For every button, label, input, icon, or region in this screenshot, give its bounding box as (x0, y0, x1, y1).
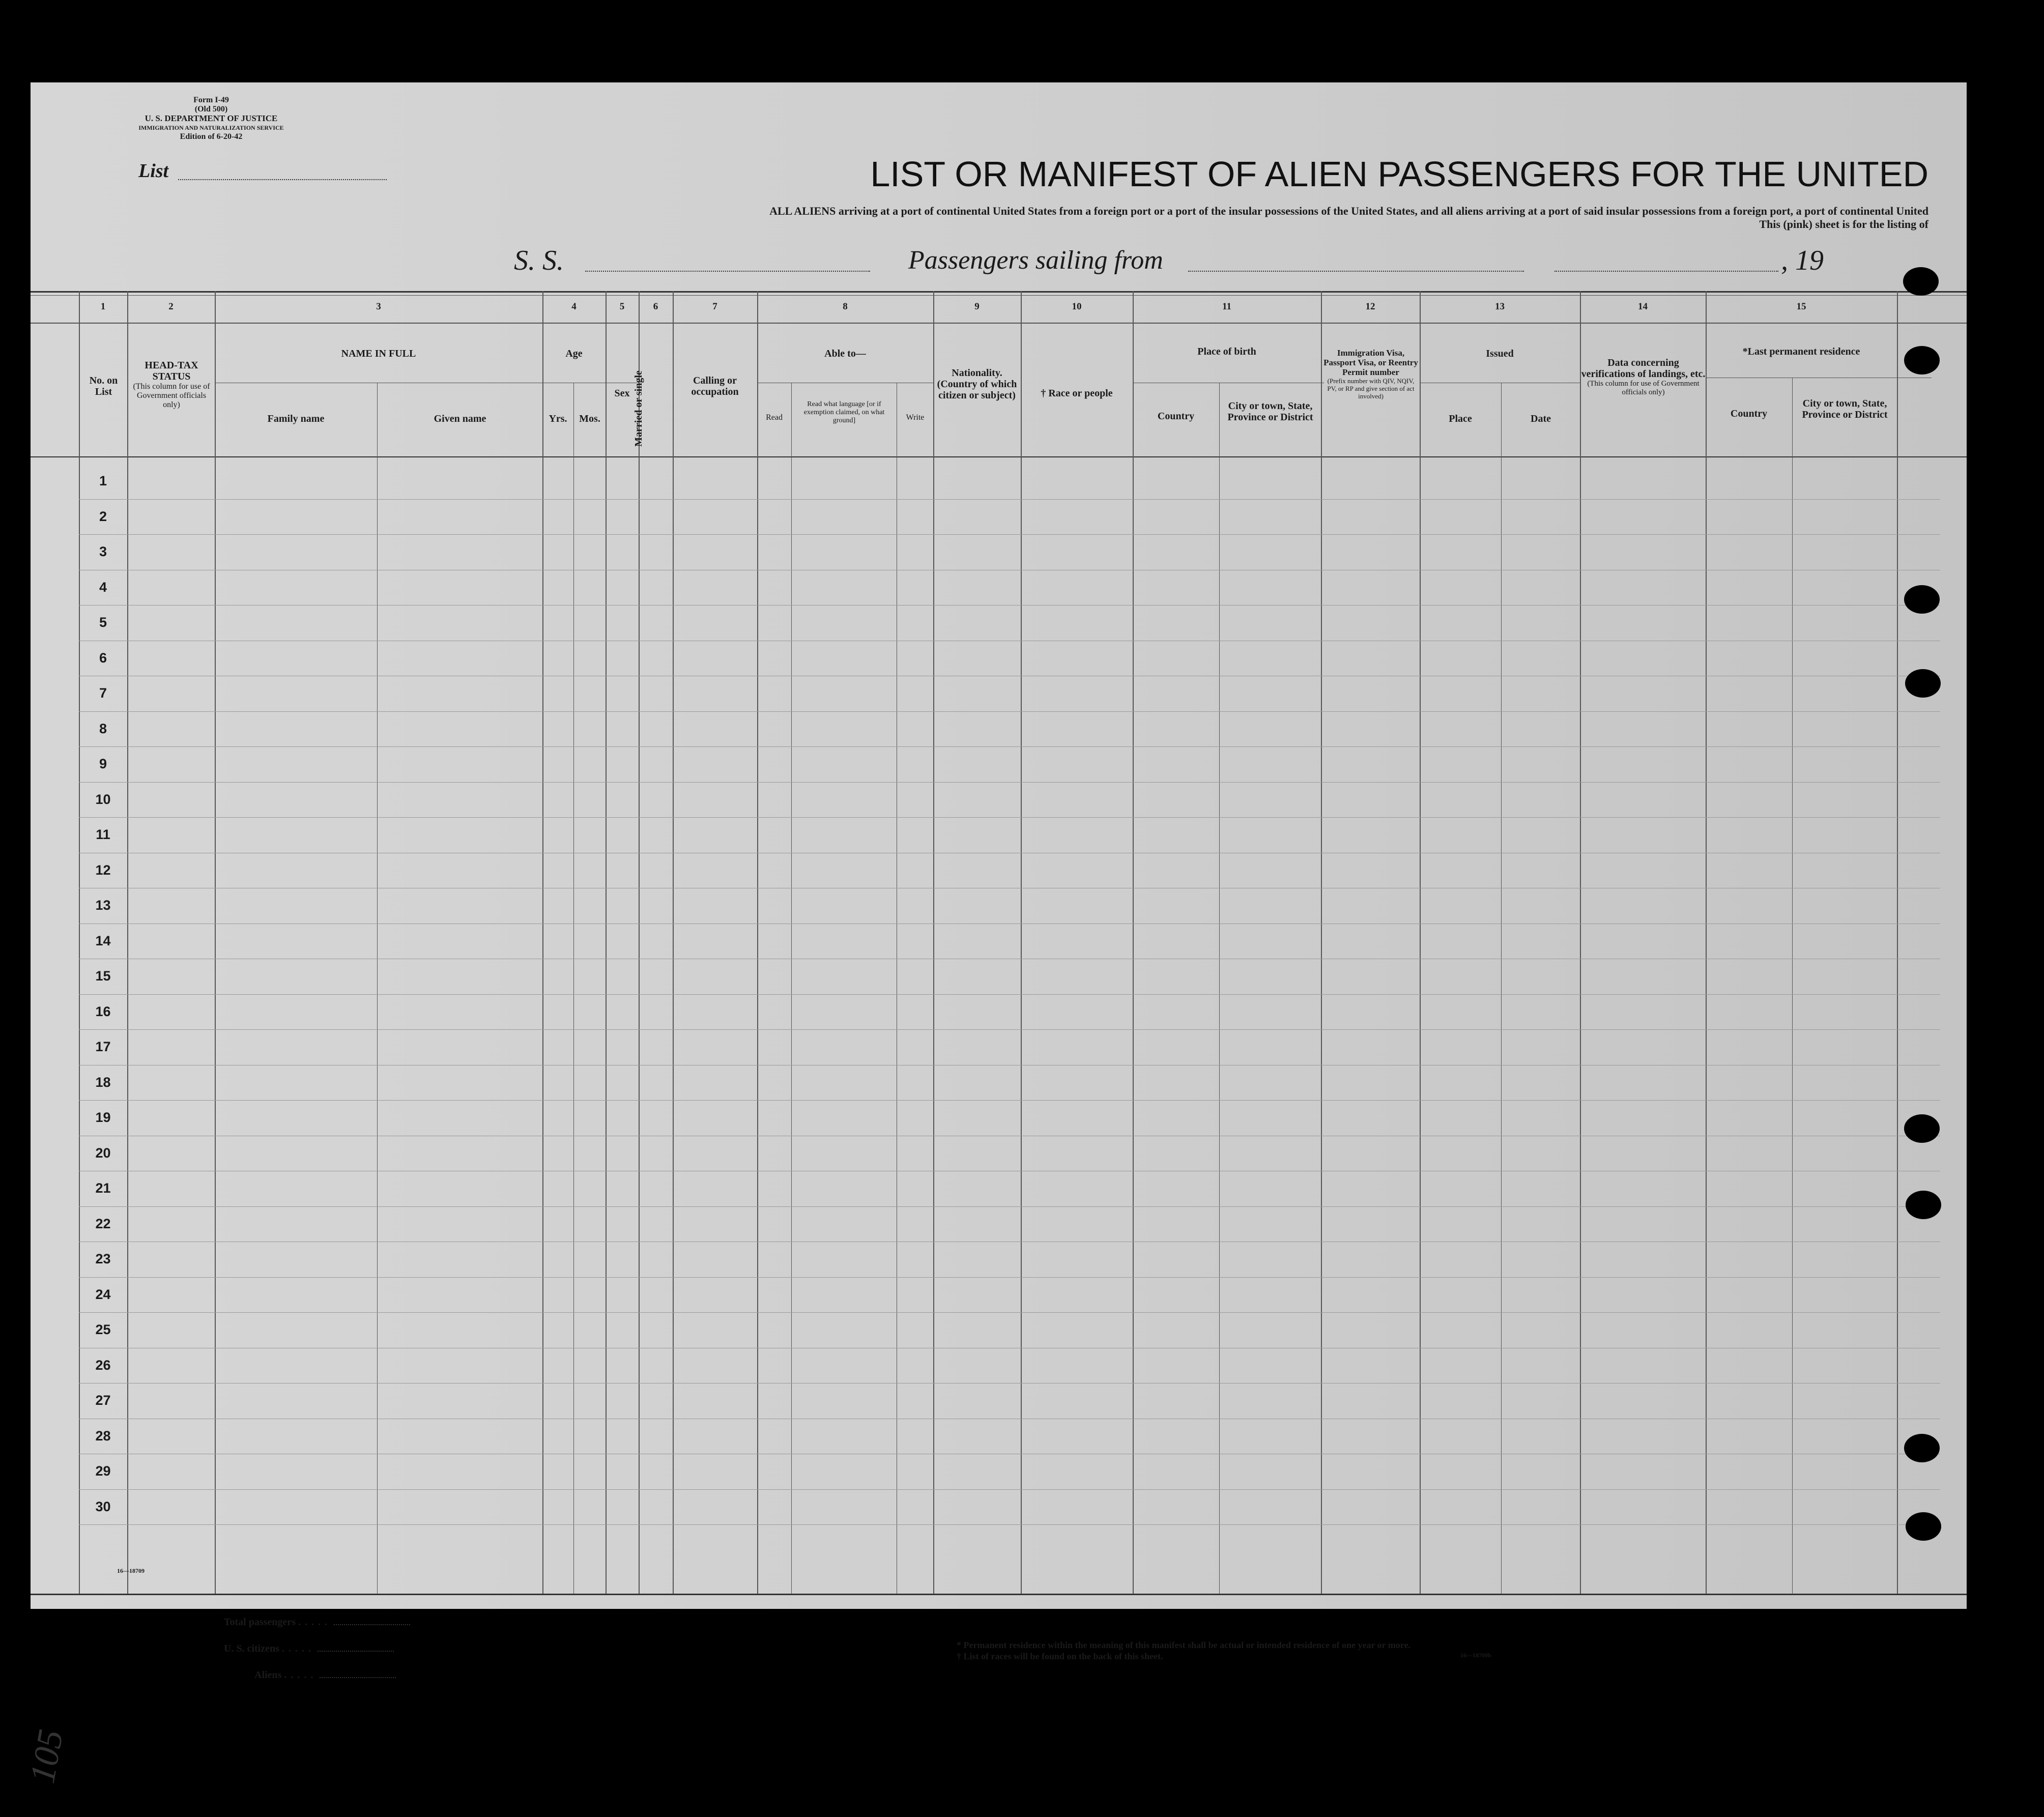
header-write: Write (906, 413, 925, 422)
row-number: 21 (95, 1180, 111, 1196)
row-number: 24 (95, 1286, 111, 1302)
department-name: U. S. DEPARTMENT OF JUSTICE (145, 113, 278, 123)
col-line-15b (1792, 378, 1793, 1594)
visa-number-note: (Prefix number with QIV, NQIV, PV, or RP and give section of act involved) (1327, 377, 1415, 400)
row-number: 7 (99, 685, 107, 701)
col-line-8 (757, 291, 758, 1594)
header-issued-date: Date (1531, 413, 1551, 424)
edition-date: Edition of 6-20-42 (180, 132, 243, 141)
row-divider (79, 534, 1940, 535)
punch-hole (1904, 346, 1940, 374)
manifest-sheet (22, 82, 1967, 1786)
header-age: Age (565, 348, 583, 359)
head-tax-label: HEAD-TAX STATUS (145, 360, 198, 382)
header-birth-city: City or town, State, Province or District (1227, 400, 1313, 423)
print-code-right: 16—18709b (1460, 1652, 1491, 1659)
us-citizens-field[interactable] (318, 1651, 394, 1652)
col-line-14 (1580, 291, 1581, 1594)
header-last-residence: *Last permanent residence (1742, 346, 1860, 357)
col-line-10 (1021, 291, 1022, 1594)
row-divider (79, 1277, 1940, 1278)
col-num-14: 14 (1638, 301, 1648, 312)
aliens-field[interactable] (320, 1677, 396, 1678)
header-race-or-people: † Race or people (1041, 388, 1113, 399)
col-line-11 (1133, 291, 1134, 1594)
aliens-label: Aliens (254, 1669, 282, 1681)
year-label: , 19 (1781, 245, 1824, 276)
col-num-13: 13 (1495, 301, 1505, 312)
col-line-end (1897, 291, 1898, 1594)
us-citizens-label: U. S. citizens (224, 1643, 279, 1654)
row-divider (79, 1206, 1940, 1207)
col-line-4b (573, 383, 574, 1594)
row-number: 18 (95, 1074, 111, 1090)
row-number: 9 (99, 756, 107, 771)
col-num-9: 9 (974, 301, 980, 312)
row-number: 26 (95, 1357, 111, 1373)
row-number: 10 (95, 791, 111, 807)
header-family-name: Family name (267, 413, 325, 424)
row-number: 5 (99, 615, 107, 630)
col-line-13 (1420, 291, 1421, 1594)
row-number: 23 (95, 1251, 111, 1266)
row-divider (79, 994, 1940, 995)
header-no-on-list: No. on List (89, 375, 118, 397)
punch-hole (1904, 585, 1940, 614)
col-line-3 (215, 291, 216, 1594)
header-age-mos: Mos. (579, 413, 600, 424)
ss-name-line[interactable] (585, 271, 870, 272)
header-birth-country: Country (1157, 411, 1195, 422)
col-line-11b (1219, 383, 1220, 1594)
form-number: Form I-49 (193, 96, 229, 104)
col-line-15 (1706, 291, 1707, 1594)
col-num-11: 11 (1222, 301, 1231, 312)
print-code-left: 16—18709 (117, 1567, 145, 1574)
row-number: 4 (99, 579, 107, 595)
header-verifications (1581, 357, 1706, 397)
row-number: 12 (95, 862, 111, 878)
sailing-port-line[interactable] (1188, 271, 1524, 272)
col-line-2 (127, 291, 128, 1594)
us-citizens-row: U. S. citizens ..... (224, 1635, 410, 1662)
footnotes (957, 1639, 1410, 1662)
row-divider (79, 1029, 1940, 1030)
header-visa-number (1322, 348, 1420, 400)
col-num-7: 7 (712, 301, 717, 312)
list-label: List (138, 160, 169, 182)
col-num-12: 12 (1365, 301, 1375, 312)
row-number: 28 (95, 1428, 111, 1444)
row-number: 13 (95, 898, 111, 913)
row-divider (79, 817, 1940, 818)
row-number: 30 (95, 1498, 111, 1514)
row-divider (79, 1312, 1940, 1313)
verifications-note: (This column for use of Government officials only) (1587, 380, 1700, 396)
col-num-8: 8 (843, 301, 848, 312)
header-residence-city: City or town, State, Province or District (1802, 398, 1888, 420)
col-line-9 (933, 291, 934, 1594)
handwritten-page-number: 105 (22, 1726, 71, 1786)
form-header (127, 96, 295, 141)
col-num-4: 4 (571, 301, 577, 312)
sailing-date-line[interactable] (1554, 271, 1778, 272)
header-calling-or-occupation: Calling or occupation (691, 375, 739, 397)
row-number: 16 (95, 1003, 111, 1019)
header-married-or-single: Married or single (633, 370, 644, 447)
header-sex: Sex (614, 388, 630, 399)
instruction-line-2: This (pink) sheet is for the listing of (1759, 218, 1928, 230)
table-top-border-2 (31, 295, 1967, 296)
col-num-10: 10 (1072, 301, 1082, 312)
col-num-5: 5 (619, 301, 625, 312)
row-number: 19 (95, 1110, 111, 1125)
punch-hole (1906, 1512, 1941, 1541)
row-divider (79, 1100, 1940, 1101)
row-number: 6 (99, 650, 107, 666)
header-able-to: Able to— (824, 348, 866, 359)
col-num-1: 1 (100, 301, 106, 312)
row-number: 8 (99, 720, 107, 736)
table-bottom-border (31, 1594, 1967, 1595)
col-num-15: 15 (1796, 301, 1806, 312)
row-divider (79, 1489, 1940, 1490)
visa-number-label: Immigration Visa, Passport Visa, or Reentry Permit number (1323, 348, 1418, 377)
row-number: 3 (99, 544, 107, 559)
row-number: 29 (95, 1463, 111, 1479)
totals-block (224, 1609, 410, 1688)
row-number: 2 (99, 508, 107, 524)
header-issued: Issued (1486, 348, 1514, 359)
row-number: 27 (95, 1393, 111, 1408)
header-residence-country: Country (1730, 408, 1768, 419)
row-number: 22 (95, 1216, 111, 1231)
col-line-5 (606, 291, 607, 1594)
total-passengers-label: Total passengers (224, 1617, 296, 1628)
row-divider (79, 746, 1940, 747)
ss-label: S. S. (514, 245, 564, 276)
column-number-divider (31, 323, 1967, 324)
list-number-line[interactable] (178, 179, 387, 180)
col-line-3b (377, 383, 378, 1594)
header-read: Read (766, 413, 783, 422)
row-number: 15 (95, 968, 111, 984)
row-divider (79, 782, 1940, 783)
row-number: 11 (96, 827, 110, 842)
col-num-2: 2 (168, 301, 174, 312)
page-title: LIST OR MANIFEST OF ALIEN PASSENGERS FOR THE UNITED (870, 154, 1928, 194)
service-name: IMMIGRATION AND NATURALIZATION SERVICE (138, 124, 284, 131)
col-line-4 (542, 291, 543, 1594)
row-divider (79, 499, 1940, 500)
sailing-from-label: Passengers sailing from (908, 246, 1163, 275)
row-number: 25 (95, 1322, 111, 1337)
total-passengers-row: Total passengers ..... (224, 1609, 410, 1635)
row-number: 14 (95, 933, 111, 948)
total-passengers-field[interactable] (334, 1624, 410, 1625)
footnote-races: † List of races will be found on the back of this sheet. (957, 1651, 1163, 1661)
verifications-label: Data concerning verifications of landings, etc. (1581, 357, 1706, 380)
col-line-6 (639, 291, 640, 1594)
row-divider (79, 1524, 1940, 1525)
aliens-row: Aliens ..... (224, 1662, 410, 1688)
punch-hole (1904, 1114, 1940, 1143)
punch-hole (1905, 669, 1941, 698)
old-form-number: (Old 500) (194, 105, 228, 113)
header-bottom-border (31, 456, 1967, 457)
header-nationality: Nationality. (Country of which citizen or subject) (937, 367, 1017, 401)
row-number: 17 (95, 1039, 111, 1054)
col-line-8b (791, 383, 792, 1594)
row-divider (79, 711, 1940, 712)
header-head-tax (128, 360, 215, 410)
col-num-3: 3 (376, 301, 381, 312)
punch-hole (1903, 267, 1939, 296)
punch-hole (1906, 1191, 1941, 1219)
footnote-permanent-residence: * Permanent residence within the meaning of this manifest shall be actual or intended residence of one year or more. (957, 1640, 1410, 1650)
punch-hole (1904, 1434, 1940, 1462)
head-tax-note: (This column for use of Government officials only) (133, 382, 210, 409)
col-line-13b (1501, 383, 1502, 1594)
header-place-of-birth: Place of birth (1197, 346, 1256, 357)
header-age-yrs: Yrs. (549, 413, 567, 424)
col-line-7 (673, 291, 674, 1594)
row-number: 20 (95, 1145, 111, 1161)
col-num-6: 6 (653, 301, 658, 312)
header-read-what-language: Read what language [or if exemption claimed, on what ground] (803, 400, 885, 424)
row-number: 1 (99, 473, 107, 488)
header-given-name: Given name (434, 413, 486, 424)
col-line-12 (1321, 291, 1322, 1594)
table-top-border (31, 291, 1967, 293)
header-issued-place: Place (1449, 413, 1472, 424)
instruction-line-1: ALL ALIENS arriving at a port of continental United States from a foreign port or a port of the insular possessions of the United States, and all aliens arriving at a port of said insular possessions from a foreign port, a port of continental United (769, 205, 1928, 217)
header-name-in-full: NAME IN FULL (341, 348, 416, 359)
instruction-text (407, 205, 1928, 231)
